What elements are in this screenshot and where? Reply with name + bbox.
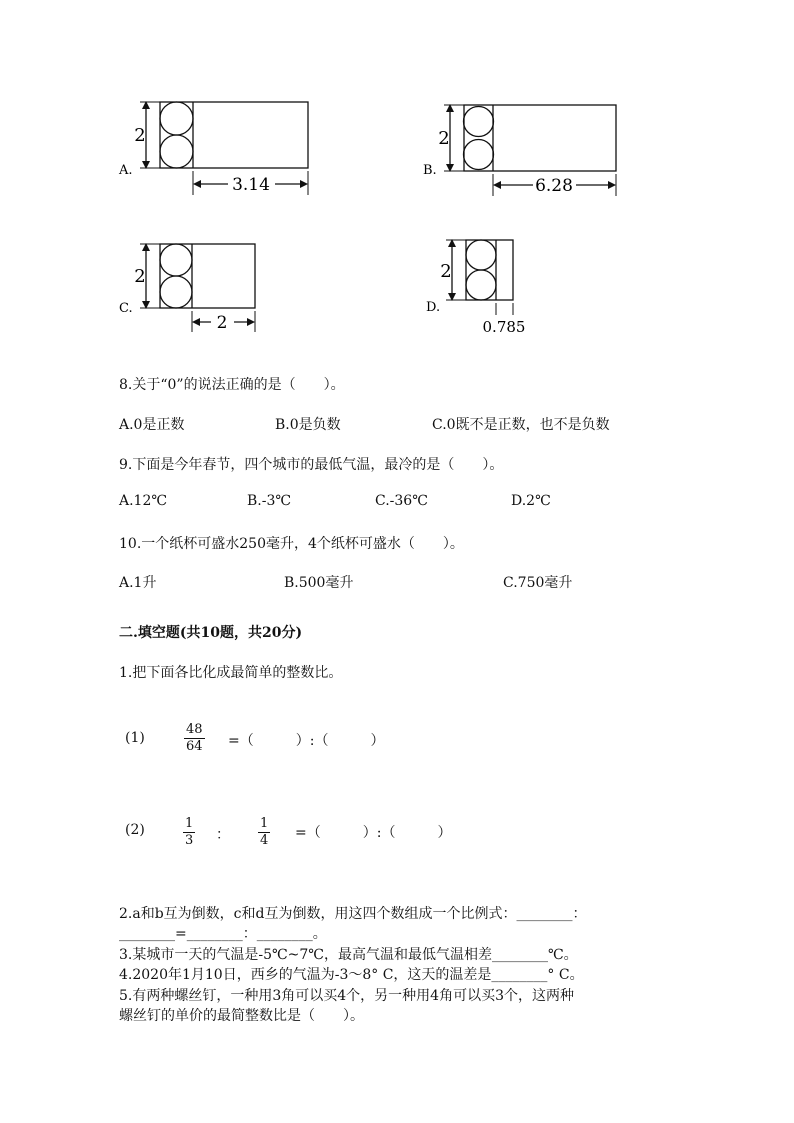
- fill-question-1-part-1-answer[interactable]: =（ ）:（ ）: [228, 733, 385, 749]
- figure-b-diagram: [420, 98, 630, 203]
- fill-question-3[interactable]: 3.某城市一天的气温是-5℃~7℃，最高气温和最低气温相差________℃。: [119, 947, 578, 963]
- fill-question-1-part-2-label: (2): [125, 822, 145, 838]
- figure-b-height-label: 2: [438, 128, 450, 149]
- question-10-stem: 10.一个纸杯可盛水250毫升，4个纸杯可盛水（ ）。: [119, 536, 464, 552]
- figure-a-label: A.: [119, 163, 133, 178]
- fraction-denominator: 64: [186, 739, 203, 754]
- fill-question-1-part-1-label: (1): [125, 730, 145, 746]
- figure-c-width-label: 2: [216, 313, 228, 333]
- figure-d-label: D.: [426, 300, 441, 315]
- figure-d-width-label: 0.785: [482, 318, 526, 336]
- figure-option-b: [420, 98, 630, 203]
- figure-b-width-label: 6.28: [535, 176, 573, 196]
- question-10-option-c[interactable]: C.750毫升: [503, 575, 573, 591]
- figure-d-diagram: [420, 233, 540, 338]
- fill-question-4[interactable]: 4.2020年1月10日，西乡的气温为-3～8° C，这天的温差是________° C。: [119, 967, 584, 983]
- question-8-option-c[interactable]: C.0既不是正数，也不是负数: [432, 417, 610, 433]
- question-9-option-a[interactable]: A.12℃: [119, 493, 168, 509]
- question-9-option-b[interactable]: B.-3℃: [247, 493, 292, 509]
- figure-option-a: [110, 95, 320, 200]
- figure-c-height-label: 2: [134, 266, 146, 287]
- fraction-1-4: [258, 816, 270, 849]
- question-8-stem: 8.关于“0”的说法正确的是（ ）。: [119, 377, 345, 393]
- ratio-colon: ：: [216, 827, 230, 843]
- fill-question-1-stem: 1.把下面各比化成最简单的整数比。: [119, 665, 343, 681]
- section-2-heading: 二.填空题(共10题，共20分): [119, 625, 303, 641]
- fill-question-2-line-2[interactable]: ________=________：________。: [119, 926, 327, 942]
- figure-a-width-label: 3.14: [232, 175, 270, 195]
- fraction-48-64: [184, 722, 205, 755]
- fraction-numerator: 1: [185, 816, 194, 831]
- question-10-option-b[interactable]: B.500毫升: [284, 575, 354, 591]
- question-10-option-a[interactable]: A.1升: [119, 575, 157, 591]
- figure-c-label: C.: [119, 301, 133, 316]
- question-9-option-d[interactable]: D.2℃: [511, 493, 551, 509]
- question-9-option-c[interactable]: C.-36℃: [375, 493, 428, 509]
- figure-option-c: [110, 237, 270, 337]
- fraction-1-3: [183, 816, 195, 849]
- fill-question-2-line-1[interactable]: 2.a和b互为倒数，c和d互为倒数，用这四个数组成一个比例式：________：: [119, 906, 587, 922]
- question-8-option-b[interactable]: B.0是负数: [275, 417, 341, 433]
- figure-option-d: [420, 233, 540, 338]
- figure-a-diagram: [110, 95, 320, 200]
- fraction-numerator: 48: [186, 722, 203, 737]
- fraction-numerator: 1: [260, 816, 269, 831]
- fraction-denominator: 3: [185, 833, 194, 848]
- figure-c-diagram: [110, 237, 270, 337]
- question-8-option-a[interactable]: A.0是正数: [119, 417, 185, 433]
- figure-a-height-label: 2: [134, 125, 146, 146]
- figure-d-height-label: 2: [440, 261, 452, 282]
- question-9-stem: 9.下面是今年春节，四个城市的最低气温，最冷的是（ ）。: [119, 457, 504, 473]
- fill-question-5-line-2[interactable]: 螺丝钉的单价的最简整数比是（ ）。: [119, 1008, 364, 1024]
- fill-question-1-part-2-answer[interactable]: =（ ）:（ ）: [295, 825, 452, 841]
- fraction-denominator: 4: [260, 833, 269, 848]
- fill-question-5-line-1: 5.有两种螺丝钉，一种用3角可以买4个，另一种用4角可以买3个，这两种: [119, 988, 574, 1004]
- figure-b-label: B.: [423, 163, 437, 178]
